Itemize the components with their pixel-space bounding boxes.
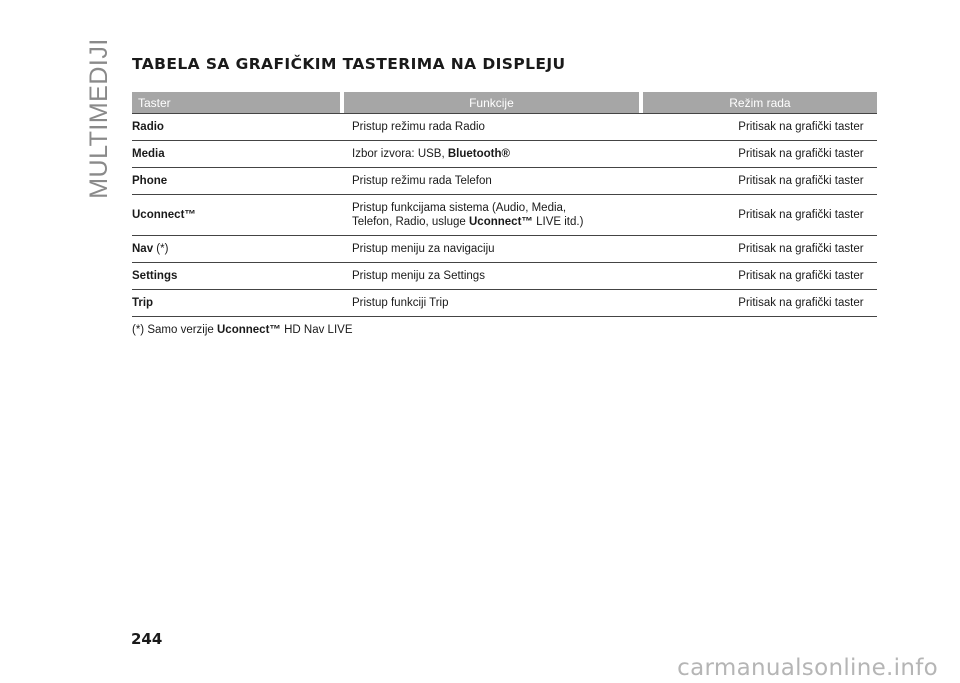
table-row — [132, 290, 877, 317]
cell-funkcije — [340, 263, 639, 290]
taster-name: Radio — [132, 121, 164, 133]
cell-funkcije — [340, 236, 639, 263]
table-row — [132, 168, 877, 195]
header-rezim: Režim rada — [643, 92, 877, 114]
footnote-suffix: HD Nav LIVE — [280, 324, 353, 336]
taster-name: Uconnect™ — [132, 209, 196, 221]
cell-rezim: Pritisak na grafički taster — [639, 195, 877, 236]
cell-rezim: Pritisak na grafički taster — [639, 114, 877, 141]
cell-taster — [132, 236, 340, 263]
table-row — [132, 141, 877, 168]
table-row — [132, 263, 877, 290]
section-side-label — [84, 37, 114, 199]
cell-rezim: Pritisak na grafički taster — [639, 236, 877, 263]
taster-name: Phone — [132, 175, 168, 187]
funkcije-text: Pristup režimu rada Radio — [352, 121, 485, 133]
page-title: TABELA SA GRAFIČKIM TASTERIMA NA DISPLEJU — [132, 55, 566, 73]
table-row — [132, 114, 877, 141]
cell-rezim: Pritisak na grafički taster — [639, 290, 877, 317]
cell-taster — [132, 168, 340, 195]
funkcije-line-2-end: LIVE itd.) — [532, 216, 584, 228]
funkcije-bold: Bluetooth® — [447, 148, 511, 160]
cell-funkcije — [340, 114, 639, 141]
cell-taster — [132, 263, 340, 290]
footnote — [132, 324, 352, 336]
footnote-prefix: (*) Samo verzije — [132, 324, 217, 336]
funkcije-line-1: Pristup funkcijama sistema (Audio, Media, — [352, 202, 567, 214]
cell-rezim: Pritisak na grafički taster — [639, 263, 877, 290]
cell-taster — [132, 290, 340, 317]
funkcije-bold: Uconnect™ — [469, 216, 533, 228]
page-number: 244 — [131, 630, 163, 648]
watermark: carmanualsonline.info — [677, 655, 938, 681]
table-row — [132, 236, 877, 263]
cell-funkcije — [340, 290, 639, 317]
funkcije-text: Izbor izvora: USB, — [352, 148, 448, 160]
cell-taster — [132, 195, 340, 236]
taster-name: Trip — [132, 297, 154, 309]
section-label-text: MULTIMEDIJI — [84, 37, 113, 199]
taster-note: (*) — [153, 243, 169, 255]
taster-name: Media — [132, 148, 165, 160]
taster-name: Nav — [132, 243, 154, 255]
taster-name: Settings — [132, 270, 178, 282]
cell-taster — [132, 114, 340, 141]
funkcije-text: Pristup funkciji Trip — [352, 297, 449, 309]
cell-rezim: Pritisak na grafički taster — [639, 141, 877, 168]
footnote-bold: Uconnect™ — [217, 324, 281, 336]
cell-taster — [132, 141, 340, 168]
funkcije-text: Pristup meniju za navigaciju — [352, 243, 495, 255]
funkcije-text: Pristup meniju za Settings — [352, 270, 485, 282]
header-funkcije: Funkcije — [344, 92, 639, 114]
cell-funkcije — [340, 195, 639, 236]
table-header-row — [132, 92, 877, 114]
funkcije-text: Pristup režimu rada Telefon — [352, 175, 492, 187]
cell-funkcije — [340, 141, 639, 168]
cell-rezim: Pritisak na grafički taster — [639, 168, 877, 195]
cell-funkcije — [340, 168, 639, 195]
buttons-table — [132, 92, 877, 317]
header-taster: Taster — [132, 92, 340, 114]
funkcije-line-2: Telefon, Radio, usluge — [352, 216, 469, 228]
table-row — [132, 195, 877, 236]
